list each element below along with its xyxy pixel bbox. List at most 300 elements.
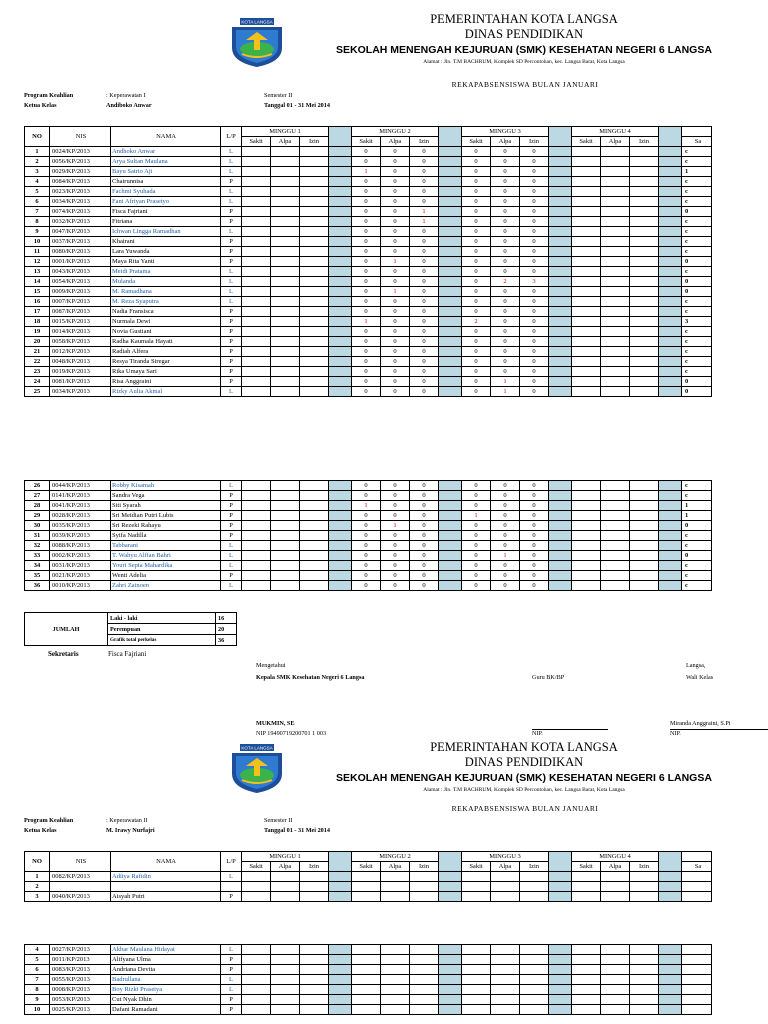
row-extra: c — [682, 187, 712, 197]
row-no: 2 — [25, 157, 50, 167]
row-value: 1 — [381, 521, 410, 531]
row-value: 0 — [462, 297, 491, 307]
week-spacer — [659, 267, 682, 277]
row-no: 36 — [25, 581, 50, 591]
row-value — [271, 872, 300, 882]
row-extra: c — [682, 581, 712, 591]
row-no: 6 — [25, 965, 50, 975]
week-spacer — [329, 307, 352, 317]
school-title: SEKOLAH MENENGAH KEJURUAN (SMK) KESEHATAN NEGERI 6 LANGSA — [336, 44, 712, 56]
row-value — [300, 287, 329, 297]
week-spacer — [659, 491, 682, 501]
week-spacer — [549, 167, 572, 177]
week-spacer — [439, 177, 462, 187]
row-value — [271, 882, 300, 892]
table-row — [25, 327, 712, 337]
row-value: 0 — [381, 207, 410, 217]
row-value: 0 — [381, 187, 410, 197]
week-spacer — [439, 307, 462, 317]
row-value: 0 — [352, 177, 381, 187]
table-row — [25, 1005, 712, 1015]
logo-caption: KOTA LANGSA — [241, 745, 273, 751]
row-value — [271, 955, 300, 965]
row-value — [300, 481, 329, 491]
row-value: 0 — [520, 167, 549, 177]
row-value — [410, 892, 439, 902]
week-spacer — [659, 561, 682, 571]
row-value — [271, 287, 300, 297]
row-value: 0 — [381, 267, 410, 277]
row-value — [242, 1005, 271, 1015]
row-value: 2 — [462, 317, 491, 327]
row-gender: L — [221, 267, 242, 277]
class-leader-value: Andiboko Anwar — [106, 102, 152, 109]
attendance-table — [24, 944, 712, 1015]
week-spacer — [329, 207, 352, 217]
row-value — [491, 945, 520, 955]
row-value: 1 — [410, 207, 439, 217]
row-value: 0 — [520, 267, 549, 277]
week-spacer — [549, 147, 572, 157]
row-value — [242, 327, 271, 337]
row-value: 0 — [491, 347, 520, 357]
row-value — [601, 551, 630, 561]
row-value: 0 — [352, 337, 381, 347]
principal-name: MUKMIN, SE — [256, 720, 295, 727]
week-spacer — [329, 377, 352, 387]
row-extra — [682, 975, 712, 985]
row-value — [352, 1005, 381, 1015]
row-value — [572, 387, 601, 397]
week-spacer — [329, 975, 352, 985]
rekap-title: REKAPABSENSISWA BULAN JANUARI — [451, 80, 599, 89]
row-gender: P — [221, 501, 242, 511]
secretary-value: Fisca Fajriani — [108, 650, 147, 658]
row-value — [630, 187, 659, 197]
row-gender: P — [221, 337, 242, 347]
week-spacer — [659, 127, 682, 147]
row-value — [520, 985, 549, 995]
row-name: Andriana Devita — [111, 965, 221, 975]
col-permit: Izin — [300, 862, 329, 872]
row-value: 0 — [462, 357, 491, 367]
week-spacer — [549, 531, 572, 541]
row-value — [271, 521, 300, 531]
row-name: Fitriana — [111, 217, 221, 227]
table-row — [25, 237, 712, 247]
row-value: 0 — [381, 317, 410, 327]
row-value — [300, 491, 329, 501]
row-no: 1 — [25, 872, 50, 882]
row-value: 0 — [410, 277, 439, 287]
row-value: 0 — [491, 257, 520, 267]
row-extra: c — [682, 157, 712, 167]
col-absent: Alpa — [381, 137, 410, 147]
week-spacer — [329, 541, 352, 551]
week-4-header: MINGGU 4 — [572, 852, 659, 862]
row-value — [242, 995, 271, 1005]
row-value: 0 — [520, 347, 549, 357]
week-spacer — [329, 227, 352, 237]
table-row — [25, 541, 712, 551]
row-value — [520, 882, 549, 892]
row-value — [271, 985, 300, 995]
row-value — [271, 197, 300, 207]
row-value: 0 — [491, 297, 520, 307]
table-row — [25, 995, 712, 1005]
table-row — [25, 955, 712, 965]
week-spacer — [549, 187, 572, 197]
row-value — [271, 297, 300, 307]
row-value — [300, 167, 329, 177]
row-value: 0 — [352, 521, 381, 531]
row-value — [630, 531, 659, 541]
row-gender: P — [221, 317, 242, 327]
row-no: 1 — [25, 147, 50, 157]
row-value — [630, 571, 659, 581]
week-spacer — [549, 965, 572, 975]
week-spacer — [659, 955, 682, 965]
row-value — [601, 377, 630, 387]
week-spacer — [439, 995, 462, 1005]
row-value: 0 — [410, 357, 439, 367]
row-value: 0 — [491, 237, 520, 247]
row-value — [630, 995, 659, 1005]
row-extra: c — [682, 481, 712, 491]
row-value: 0 — [462, 177, 491, 187]
class-leader-label: Ketua Kelas — [24, 102, 57, 109]
row-value — [242, 955, 271, 965]
row-extra: c — [682, 327, 712, 337]
row-value — [572, 581, 601, 591]
class-leader-value: M. Irawy Nurfajri — [106, 827, 155, 834]
week-spacer — [549, 257, 572, 267]
week-4-header: MINGGU 4 — [572, 127, 659, 137]
row-value: 0 — [381, 247, 410, 257]
row-value — [520, 975, 549, 985]
week-spacer — [329, 551, 352, 561]
row-value: 0 — [462, 247, 491, 257]
row-value — [242, 511, 271, 521]
week-spacer — [659, 147, 682, 157]
week-spacer — [659, 157, 682, 167]
row-value: 0 — [491, 501, 520, 511]
week-spacer — [439, 187, 462, 197]
row-gender: P — [221, 327, 242, 337]
week-spacer — [439, 955, 462, 965]
row-name: Meidi Pratama — [111, 267, 221, 277]
week-spacer — [659, 207, 682, 217]
row-no: 20 — [25, 337, 50, 347]
row-value — [271, 337, 300, 347]
row-value — [630, 257, 659, 267]
row-value — [271, 267, 300, 277]
row-value: 0 — [462, 197, 491, 207]
row-value — [630, 872, 659, 882]
col-sick: Sakit — [572, 137, 601, 147]
row-value: 0 — [520, 237, 549, 247]
row-nis: 0028/KP/2013 — [50, 511, 111, 521]
week-spacer — [549, 297, 572, 307]
row-value — [520, 965, 549, 975]
row-value — [271, 277, 300, 287]
row-value — [572, 177, 601, 187]
row-value — [630, 217, 659, 227]
row-value: 0 — [520, 367, 549, 377]
row-value — [601, 387, 630, 397]
row-value — [601, 167, 630, 177]
col-permit: Izin — [520, 862, 549, 872]
row-extra: c — [682, 197, 712, 207]
table-row — [25, 317, 712, 327]
row-value — [271, 387, 300, 397]
col-no: NO — [25, 852, 50, 872]
col-sick: Sakit — [462, 137, 491, 147]
row-value — [352, 872, 381, 882]
row-name: M. Reza Syaputra — [111, 297, 221, 307]
row-value — [630, 297, 659, 307]
week-spacer — [549, 521, 572, 531]
row-value — [242, 217, 271, 227]
row-value: 0 — [410, 237, 439, 247]
week-spacer — [329, 872, 352, 882]
row-value: 0 — [352, 491, 381, 501]
row-value — [630, 945, 659, 955]
row-value — [242, 975, 271, 985]
row-value — [630, 511, 659, 521]
row-nis: 0081/KP/2013 — [50, 377, 111, 387]
row-value — [300, 337, 329, 347]
row-value: 0 — [520, 561, 549, 571]
week-spacer — [549, 551, 572, 561]
row-gender: L — [221, 945, 242, 955]
row-nis: 0029/KP/2013 — [50, 167, 111, 177]
row-value — [601, 882, 630, 892]
week-spacer — [439, 551, 462, 561]
row-value: 0 — [520, 581, 549, 591]
row-value — [242, 177, 271, 187]
table-row — [25, 367, 712, 377]
week-spacer — [329, 187, 352, 197]
row-name: Mulanda — [111, 277, 221, 287]
week-spacer — [439, 852, 462, 872]
row-value: 0 — [381, 237, 410, 247]
row-value — [271, 307, 300, 317]
row-value: 0 — [491, 227, 520, 237]
row-value: 0 — [520, 501, 549, 511]
row-value: 0 — [381, 307, 410, 317]
row-value — [572, 277, 601, 287]
row-value: 0 — [520, 327, 549, 337]
row-value — [601, 217, 630, 227]
row-value — [630, 337, 659, 347]
table-row — [25, 571, 712, 581]
row-gender: P — [221, 357, 242, 367]
row-no: 17 — [25, 307, 50, 317]
row-value — [630, 307, 659, 317]
row-value: 0 — [352, 327, 381, 337]
row-name: Cut Nyak Dhin — [111, 995, 221, 1005]
table-row — [25, 377, 712, 387]
row-gender: L — [221, 481, 242, 491]
row-value: 0 — [410, 491, 439, 501]
row-value: 0 — [381, 357, 410, 367]
row-value: 0 — [381, 367, 410, 377]
row-value — [300, 531, 329, 541]
row-value: 0 — [410, 327, 439, 337]
row-value: 0 — [352, 187, 381, 197]
row-value — [601, 157, 630, 167]
row-value — [491, 965, 520, 975]
row-value: 0 — [352, 511, 381, 521]
row-value — [601, 327, 630, 337]
row-extra: c — [682, 177, 712, 187]
week-spacer — [329, 177, 352, 187]
row-name: Dafani Ramadani — [111, 1005, 221, 1015]
row-value — [300, 317, 329, 327]
row-gender: L — [221, 197, 242, 207]
row-name: Bayu Satrio Aji — [111, 167, 221, 177]
row-extra: 0 — [682, 277, 712, 287]
row-value — [491, 975, 520, 985]
row-extra: c — [682, 347, 712, 357]
row-nis: 0027/KP/2013 — [50, 945, 111, 955]
row-gender: P — [221, 491, 242, 501]
male-count: 16 — [216, 613, 237, 624]
week-spacer — [329, 1005, 352, 1015]
row-no: 9 — [25, 995, 50, 1005]
row-value — [601, 481, 630, 491]
row-value — [242, 237, 271, 247]
week-spacer — [439, 945, 462, 955]
row-value — [271, 892, 300, 902]
row-nis: 0035/KP/2013 — [50, 521, 111, 531]
row-value — [601, 197, 630, 207]
row-value — [271, 571, 300, 581]
row-value — [300, 347, 329, 357]
row-value: 0 — [491, 267, 520, 277]
row-value — [572, 347, 601, 357]
row-value: 0 — [381, 501, 410, 511]
week-spacer — [329, 347, 352, 357]
program-label: Program Keahlian — [24, 92, 74, 99]
row-no: 12 — [25, 257, 50, 267]
row-value — [242, 157, 271, 167]
week-spacer — [549, 237, 572, 247]
week-spacer — [549, 872, 572, 882]
week-spacer — [659, 197, 682, 207]
row-value: 0 — [410, 377, 439, 387]
row-nis: 0023/KP/2013 — [50, 187, 111, 197]
row-value — [630, 247, 659, 257]
row-value — [601, 965, 630, 975]
row-value — [572, 1005, 601, 1015]
row-value: 0 — [381, 297, 410, 307]
row-nis: 0039/KP/2013 — [50, 531, 111, 541]
week-spacer — [549, 127, 572, 147]
row-value — [601, 491, 630, 501]
row-value: 0 — [462, 287, 491, 297]
row-value — [381, 955, 410, 965]
row-value — [300, 882, 329, 892]
row-value — [572, 892, 601, 902]
row-value — [381, 985, 410, 995]
week-spacer — [439, 247, 462, 257]
table-row — [25, 287, 712, 297]
row-value — [572, 521, 601, 531]
row-value — [300, 307, 329, 317]
row-extra — [682, 995, 712, 1005]
row-value: 0 — [410, 287, 439, 297]
row-value: 0 — [520, 541, 549, 551]
row-value: 0 — [410, 571, 439, 581]
row-value — [601, 511, 630, 521]
row-name: Sri Meidian Putri Lubis — [111, 511, 221, 521]
row-nis: 0083/KP/2013 — [50, 965, 111, 975]
week-spacer — [659, 367, 682, 377]
row-value — [572, 995, 601, 1005]
row-name: Novia Gustiani — [111, 327, 221, 337]
row-extra: 1 — [682, 501, 712, 511]
row-value: 0 — [352, 157, 381, 167]
row-value — [242, 197, 271, 207]
row-value: 0 — [520, 147, 549, 157]
week-spacer — [439, 267, 462, 277]
row-gender: P — [221, 177, 242, 187]
week-spacer — [329, 197, 352, 207]
row-value — [242, 531, 271, 541]
row-value: 0 — [352, 357, 381, 367]
table-row — [25, 337, 712, 347]
table-row — [25, 147, 712, 157]
week-spacer — [549, 571, 572, 581]
row-value — [352, 985, 381, 995]
row-value: 0 — [520, 307, 549, 317]
row-value — [601, 955, 630, 965]
row-value — [572, 247, 601, 257]
row-value: 1 — [462, 511, 491, 521]
row-value — [520, 872, 549, 882]
row-value — [300, 237, 329, 247]
week-spacer — [439, 985, 462, 995]
kota-langsa-emblem-icon — [228, 18, 286, 68]
row-extra: 0 — [682, 207, 712, 217]
row-gender: L — [221, 561, 242, 571]
row-value — [242, 297, 271, 307]
table-row — [25, 257, 712, 267]
week-spacer — [549, 337, 572, 347]
row-gender: P — [221, 571, 242, 581]
row-value: 0 — [381, 531, 410, 541]
row-value: 0 — [491, 571, 520, 581]
row-value: 1 — [352, 317, 381, 327]
week-spacer — [439, 511, 462, 521]
week-spacer — [659, 357, 682, 367]
week-spacer — [439, 167, 462, 177]
col-permit: Izin — [630, 137, 659, 147]
row-value — [242, 387, 271, 397]
table-row — [25, 227, 712, 237]
week-spacer — [439, 965, 462, 975]
row-nis: 0058/KP/2013 — [50, 337, 111, 347]
row-name: Aisyah Putri — [111, 892, 221, 902]
row-value: 0 — [491, 491, 520, 501]
row-value — [242, 267, 271, 277]
row-value — [410, 975, 439, 985]
row-value: 0 — [352, 147, 381, 157]
row-value: 0 — [381, 541, 410, 551]
row-gender: P — [221, 1005, 242, 1015]
